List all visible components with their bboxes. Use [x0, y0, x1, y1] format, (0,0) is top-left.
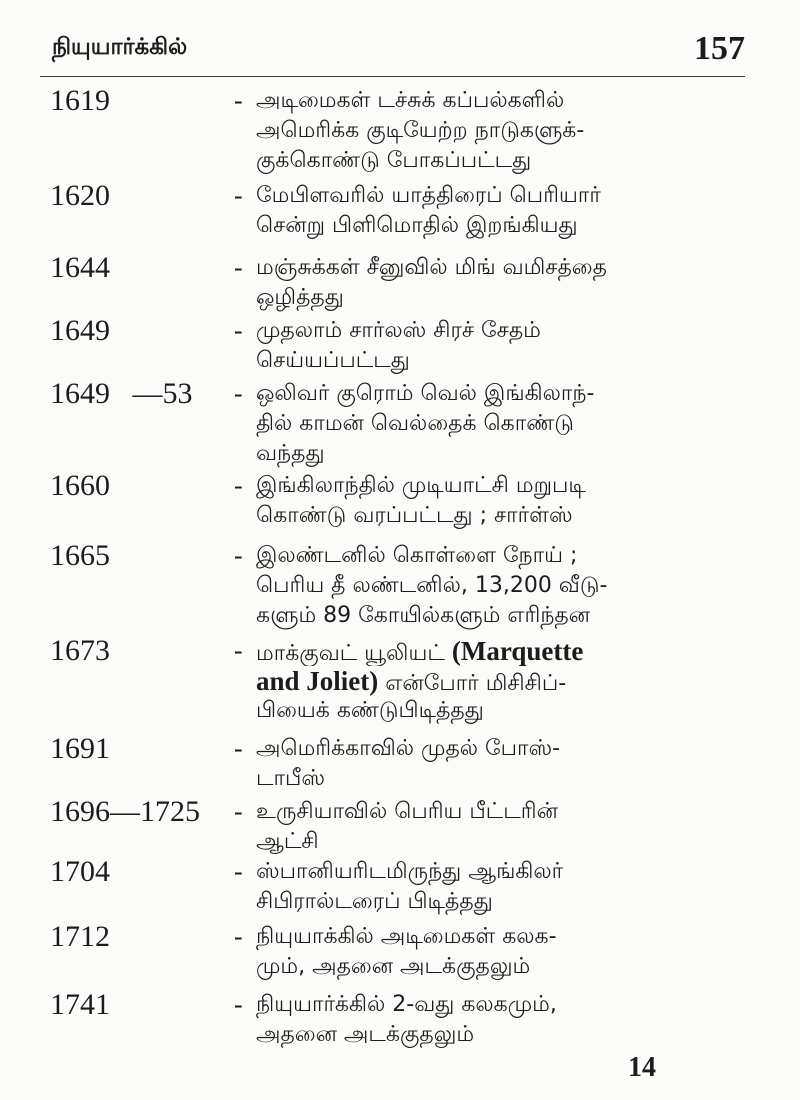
- entry-dash: -: [234, 379, 243, 408]
- entry-year: 1649 —53: [50, 377, 193, 410]
- chronology-entry: [0, 634, 800, 732]
- entry-dash: -: [234, 857, 243, 886]
- entry-year: 1673: [50, 634, 110, 667]
- description-line: மும், அதனை அடக்குதலும்: [256, 954, 531, 979]
- latin-text: and Joliet): [256, 666, 379, 696]
- description-line: உருசியாவில் பெரிய பீட்டரின்: [256, 799, 558, 824]
- entry-description: [256, 922, 746, 982]
- entry-year: 1696—1725: [50, 795, 200, 828]
- entry-dash: -: [234, 541, 243, 570]
- description-line: செய்யப்பட்டது: [256, 348, 410, 373]
- description-line: சிபிரால்டரைப் பிடித்தது: [256, 889, 493, 914]
- entry-description: [256, 797, 746, 857]
- entry-description: [256, 636, 746, 726]
- description-line: வந்தது: [256, 441, 325, 466]
- description-line: மேபிளவரில் யாத்திரைப் பெரியார்: [256, 183, 601, 208]
- page-number: 157: [694, 30, 745, 67]
- description-line: ஆட்சி: [256, 829, 319, 854]
- description-line: அதனை அடக்குதலும்: [256, 1022, 475, 1047]
- description-line: கொண்டு வரப்பட்டது ; சார்ள்ஸ்: [256, 503, 573, 528]
- header-rule: [40, 76, 745, 77]
- entry-dash: -: [234, 734, 243, 763]
- entry-dash: -: [234, 86, 243, 115]
- entry-description: [256, 181, 746, 241]
- description-line: இங்கிலாந்தில் முடியாட்சி மறுபடி: [256, 473, 586, 498]
- entry-description: [256, 471, 746, 531]
- description-line: இலண்டனில் கொள்ளை நோய் ;: [256, 543, 578, 568]
- description-line: ஒலிவர் குரொம் வெல் இங்கிலாந்-: [256, 381, 595, 406]
- entry-dash: -: [234, 181, 243, 210]
- description-line: மஞ்சுக்கள் சீனுவில் மிங் வமிசத்தை: [256, 255, 607, 280]
- chronology-entry: [0, 469, 800, 539]
- description-line: மாக்குவட் யூலியட் (Marquette: [256, 636, 584, 666]
- chronology-entry: [0, 855, 800, 920]
- entry-year: 1660: [50, 469, 110, 502]
- chronology-entry: [0, 377, 800, 469]
- entry-year: 1620: [50, 179, 110, 212]
- chronology-entry: [0, 732, 800, 795]
- description-line: சென்று பிளிமொதில் இறங்கியது: [256, 213, 578, 238]
- description-line: அமெரிக்க குடியேற்ற நாடுகளுக்-: [256, 118, 585, 143]
- page-header: [40, 30, 745, 70]
- running-head: நியுயார்க்கில்: [52, 34, 188, 60]
- description-line: அடிமைகள் டச்சுக் கப்பல்களில்: [256, 88, 565, 113]
- entry-year: 1665: [50, 539, 110, 572]
- entry-dash: -: [234, 253, 243, 282]
- description-line: நியுயாக்கில் அடிமைகள் கலக-: [256, 924, 557, 949]
- description-line: பியைக் கண்டுபிடித்தது: [256, 698, 484, 723]
- entry-description: [256, 734, 746, 794]
- description-line: அமெரிக்காவில் முதல் போஸ்-: [256, 736, 561, 761]
- description-line: டாபீஸ்: [256, 766, 326, 791]
- description-line: and Joliet) என்போர் மிசிசிப்-: [256, 666, 567, 696]
- entry-description: [256, 86, 746, 176]
- chronology-entry: [0, 179, 800, 251]
- entry-year: 1691: [50, 732, 110, 765]
- description-line: பெரிய தீ லண்டனில், 13,200 வீடு-: [256, 573, 608, 598]
- description-line: ஸ்பானியரிடமிருந்து ஆங்கிலர்: [256, 859, 564, 884]
- entry-dash: -: [234, 990, 243, 1019]
- entry-dash: -: [234, 797, 243, 826]
- chronology-list: [0, 84, 800, 1050]
- description-line: ஒழித்தது: [256, 285, 344, 310]
- entry-dash: -: [234, 922, 243, 951]
- chronology-entry: [0, 988, 800, 1050]
- chronology-entry: [0, 251, 800, 314]
- description-line: தில் காமன் வெல்தைக் கொண்டு: [256, 411, 574, 436]
- entry-description: [256, 541, 746, 631]
- entry-year: 1704: [50, 855, 110, 888]
- entry-description: [256, 857, 746, 917]
- entry-dash: -: [234, 636, 243, 665]
- chronology-entry: [0, 314, 800, 377]
- chronology-entry: [0, 795, 800, 855]
- entry-description: [256, 253, 746, 313]
- entry-year: 1619: [50, 84, 110, 117]
- entry-dash: -: [234, 316, 243, 345]
- latin-text: (Marquette: [451, 636, 584, 666]
- entry-year: 1649: [50, 314, 110, 347]
- chronology-entry: [0, 539, 800, 634]
- chronology-entry: [0, 920, 800, 988]
- entry-description: [256, 316, 746, 376]
- description-line: களும் 89 கோயில்களும் எரிந்தன: [256, 603, 591, 628]
- entry-year: 1644: [50, 251, 110, 284]
- entry-description: [256, 379, 746, 469]
- description-line: குக்கொண்டு போகப்பட்டது: [256, 148, 532, 173]
- entry-year: 1741: [50, 988, 110, 1021]
- entry-dash: -: [234, 471, 243, 500]
- signature-mark: 14: [628, 1052, 656, 1083]
- description-line: முதலாம் சார்லஸ் சிரச் சேதம்: [256, 318, 541, 343]
- entry-year: 1712: [50, 920, 110, 953]
- chronology-entry: [0, 84, 800, 179]
- description-line: நியுயார்க்கில் 2-வது கலகமும்,: [256, 992, 557, 1017]
- entry-description: [256, 990, 746, 1050]
